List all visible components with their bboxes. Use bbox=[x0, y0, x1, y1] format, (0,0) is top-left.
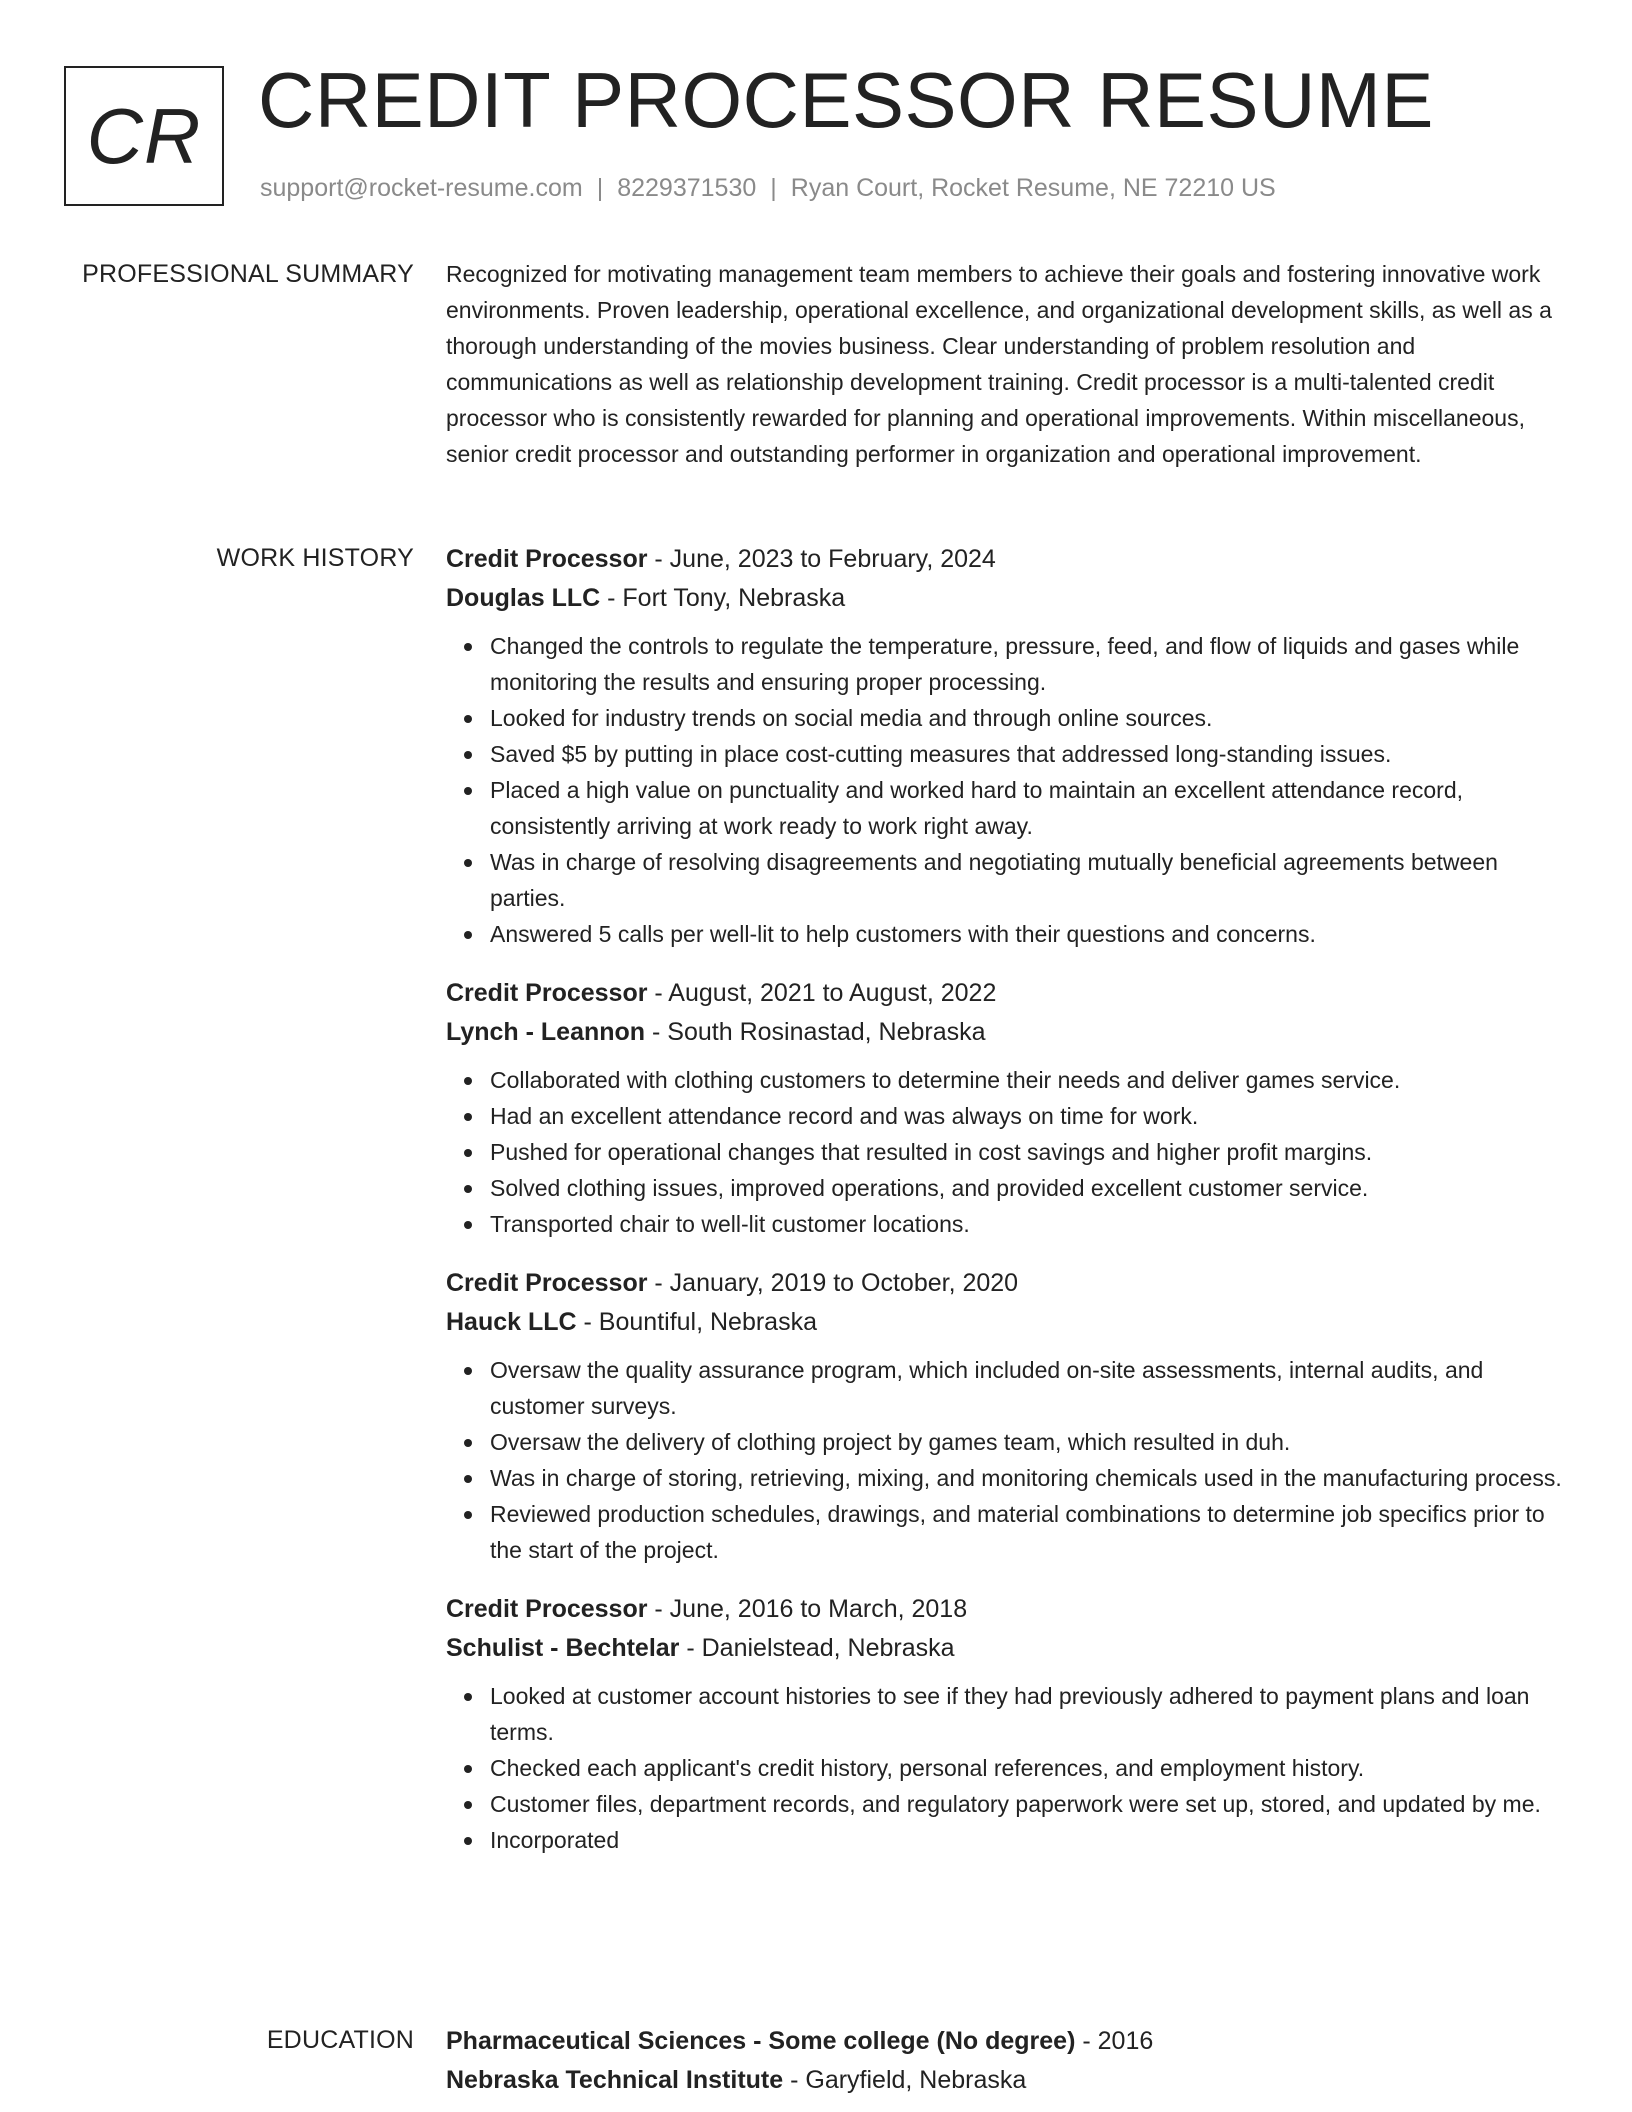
job-company-line bbox=[446, 1013, 1566, 1052]
contact-email[interactable]: support@rocket-resume.com bbox=[260, 174, 583, 202]
job-company: Schulist - Bechtelar bbox=[446, 1634, 680, 1662]
contact-phone[interactable]: 8229371530 bbox=[617, 174, 757, 202]
job-company-line bbox=[446, 579, 1566, 618]
job-entry bbox=[446, 1590, 1566, 1858]
job-bullets bbox=[446, 1678, 1566, 1858]
job-company: Lynch - Leannon bbox=[446, 1018, 646, 1046]
job-company-line bbox=[446, 1303, 1566, 1342]
contact-separator: | bbox=[770, 174, 777, 202]
job-title-line bbox=[446, 974, 1566, 1013]
education-location: - Garyfield, Nebraska bbox=[783, 2066, 1027, 2094]
job-bullet: Collaborated with clothing customers to determine their needs and deliver games service. bbox=[490, 1062, 1566, 1098]
job-title-line bbox=[446, 1590, 1566, 1629]
job-dates: - June, 2016 to March, 2018 bbox=[647, 1595, 968, 1623]
job-location: - Bountiful, Nebraska bbox=[576, 1308, 817, 1336]
job-entry bbox=[446, 974, 1566, 1242]
job-location: - Fort Tony, Nebraska bbox=[600, 584, 846, 612]
summary-heading: PROFESSIONAL SUMMARY bbox=[82, 260, 414, 288]
education-degree-line bbox=[446, 2022, 1566, 2061]
job-bullet: Placed a high value on punctuality and worked hard to maintain an excellent attendance record, consistently arriving at work ready to work right away. bbox=[490, 772, 1566, 844]
job-bullet: Checked each applicant's credit history, personal references, and employment history. bbox=[490, 1750, 1566, 1786]
education-year: - 2016 bbox=[1075, 2027, 1154, 2055]
contact-line bbox=[260, 174, 1276, 203]
job-bullet: Looked for industry trends on social media and through online sources. bbox=[490, 700, 1566, 736]
job-bullets bbox=[446, 1062, 1566, 1242]
job-location: - Danielstead, Nebraska bbox=[679, 1634, 955, 1662]
job-entry bbox=[446, 1264, 1566, 1568]
education-school: Nebraska Technical Institute bbox=[446, 2066, 784, 2094]
job-bullet: Changed the controls to regulate the temperature, pressure, feed, and flow of liquids and gases while monitoring the results and ensuring proper processing. bbox=[490, 628, 1566, 700]
job-bullet: Pushed for operational changes that resulted in cost savings and higher profit margins. bbox=[490, 1134, 1566, 1170]
contact-address: Ryan Court, Rocket Resume, NE 72210 US bbox=[790, 174, 1276, 202]
education-school-line bbox=[446, 2061, 1566, 2100]
job-title: Credit Processor bbox=[446, 979, 648, 1007]
job-bullet: Answered 5 calls per well-lit to help customers with their questions and concerns. bbox=[490, 916, 1566, 952]
education-heading: EDUCATION bbox=[266, 2026, 414, 2054]
job-bullet: Had an excellent attendance record and was always on time for work. bbox=[490, 1098, 1566, 1134]
job-list bbox=[446, 540, 1566, 1880]
job-bullet: Transported chair to well-lit customer locations. bbox=[490, 1206, 1566, 1242]
job-dates: - August, 2021 to August, 2022 bbox=[647, 979, 997, 1007]
job-bullet: Was in charge of storing, retrieving, mixing, and monitoring chemicals used in the manufacturing process. bbox=[490, 1460, 1566, 1496]
job-bullet: Looked at customer account histories to see if they had previously adhered to payment plans and loan terms. bbox=[490, 1678, 1566, 1750]
job-bullet: Oversaw the delivery of clothing project by games team, which resulted in duh. bbox=[490, 1424, 1566, 1460]
job-bullet: Saved $5 by putting in place cost-cutting measures that addressed long-standing issues. bbox=[490, 736, 1566, 772]
job-company: Hauck LLC bbox=[446, 1308, 577, 1336]
job-bullet: Incorporated bbox=[490, 1822, 1566, 1858]
job-bullets bbox=[446, 1352, 1566, 1568]
job-company-line bbox=[446, 1629, 1566, 1668]
job-bullets bbox=[446, 628, 1566, 952]
job-title: Credit Processor bbox=[446, 1269, 648, 1297]
job-bullet: Reviewed production schedules, drawings, and material combinations to determine job specifics prior to the start of the project. bbox=[490, 1496, 1566, 1568]
education-degree: Pharmaceutical Sciences - Some college (No degree) bbox=[446, 2027, 1076, 2055]
job-bullet: Customer files, department records, and regulatory paperwork were set up, stored, and updated by me. bbox=[490, 1786, 1566, 1822]
job-bullet: Was in charge of resolving disagreements and negotiating mutually beneficial agreements between parties. bbox=[490, 844, 1566, 916]
work-history-heading: WORK HISTORY bbox=[216, 544, 414, 572]
job-location: - South Rosinastad, Nebraska bbox=[645, 1018, 986, 1046]
job-title-line bbox=[446, 540, 1566, 579]
job-entry bbox=[446, 540, 1566, 952]
summary-text: Recognized for motivating management team members to achieve their goals and fostering innovative work environments. Proven leadership, operational excellence, and organizational development skills, as well as a thorough understanding of the movies business. Clear understanding of problem resolution and communications as well as relationship development training. Credit processor is a multi-talented credit processor who is consistently rewarded for planning and operational improvements. Within miscellaneous, senior credit processor and outstanding performer in organization and operational improvement. bbox=[446, 261, 1552, 467]
job-dates: - January, 2019 to October, 2020 bbox=[647, 1269, 1019, 1297]
job-title: Credit Processor bbox=[446, 1595, 648, 1623]
job-title: Credit Processor bbox=[446, 545, 648, 573]
monogram-logo: CR bbox=[64, 66, 224, 206]
job-bullet: Solved clothing issues, improved operations, and provided excellent customer service. bbox=[490, 1170, 1566, 1206]
job-bullet: Oversaw the quality assurance program, which included on-site assessments, internal audits, and customer surveys. bbox=[490, 1352, 1566, 1424]
resume-header bbox=[64, 56, 1564, 216]
job-title-line bbox=[446, 1264, 1566, 1303]
contact-separator: | bbox=[596, 174, 604, 202]
job-company: Douglas LLC bbox=[446, 584, 601, 612]
job-dates: - June, 2023 to February, 2024 bbox=[647, 545, 996, 573]
page-title: CREDIT PROCESSOR RESUME bbox=[258, 56, 1434, 144]
